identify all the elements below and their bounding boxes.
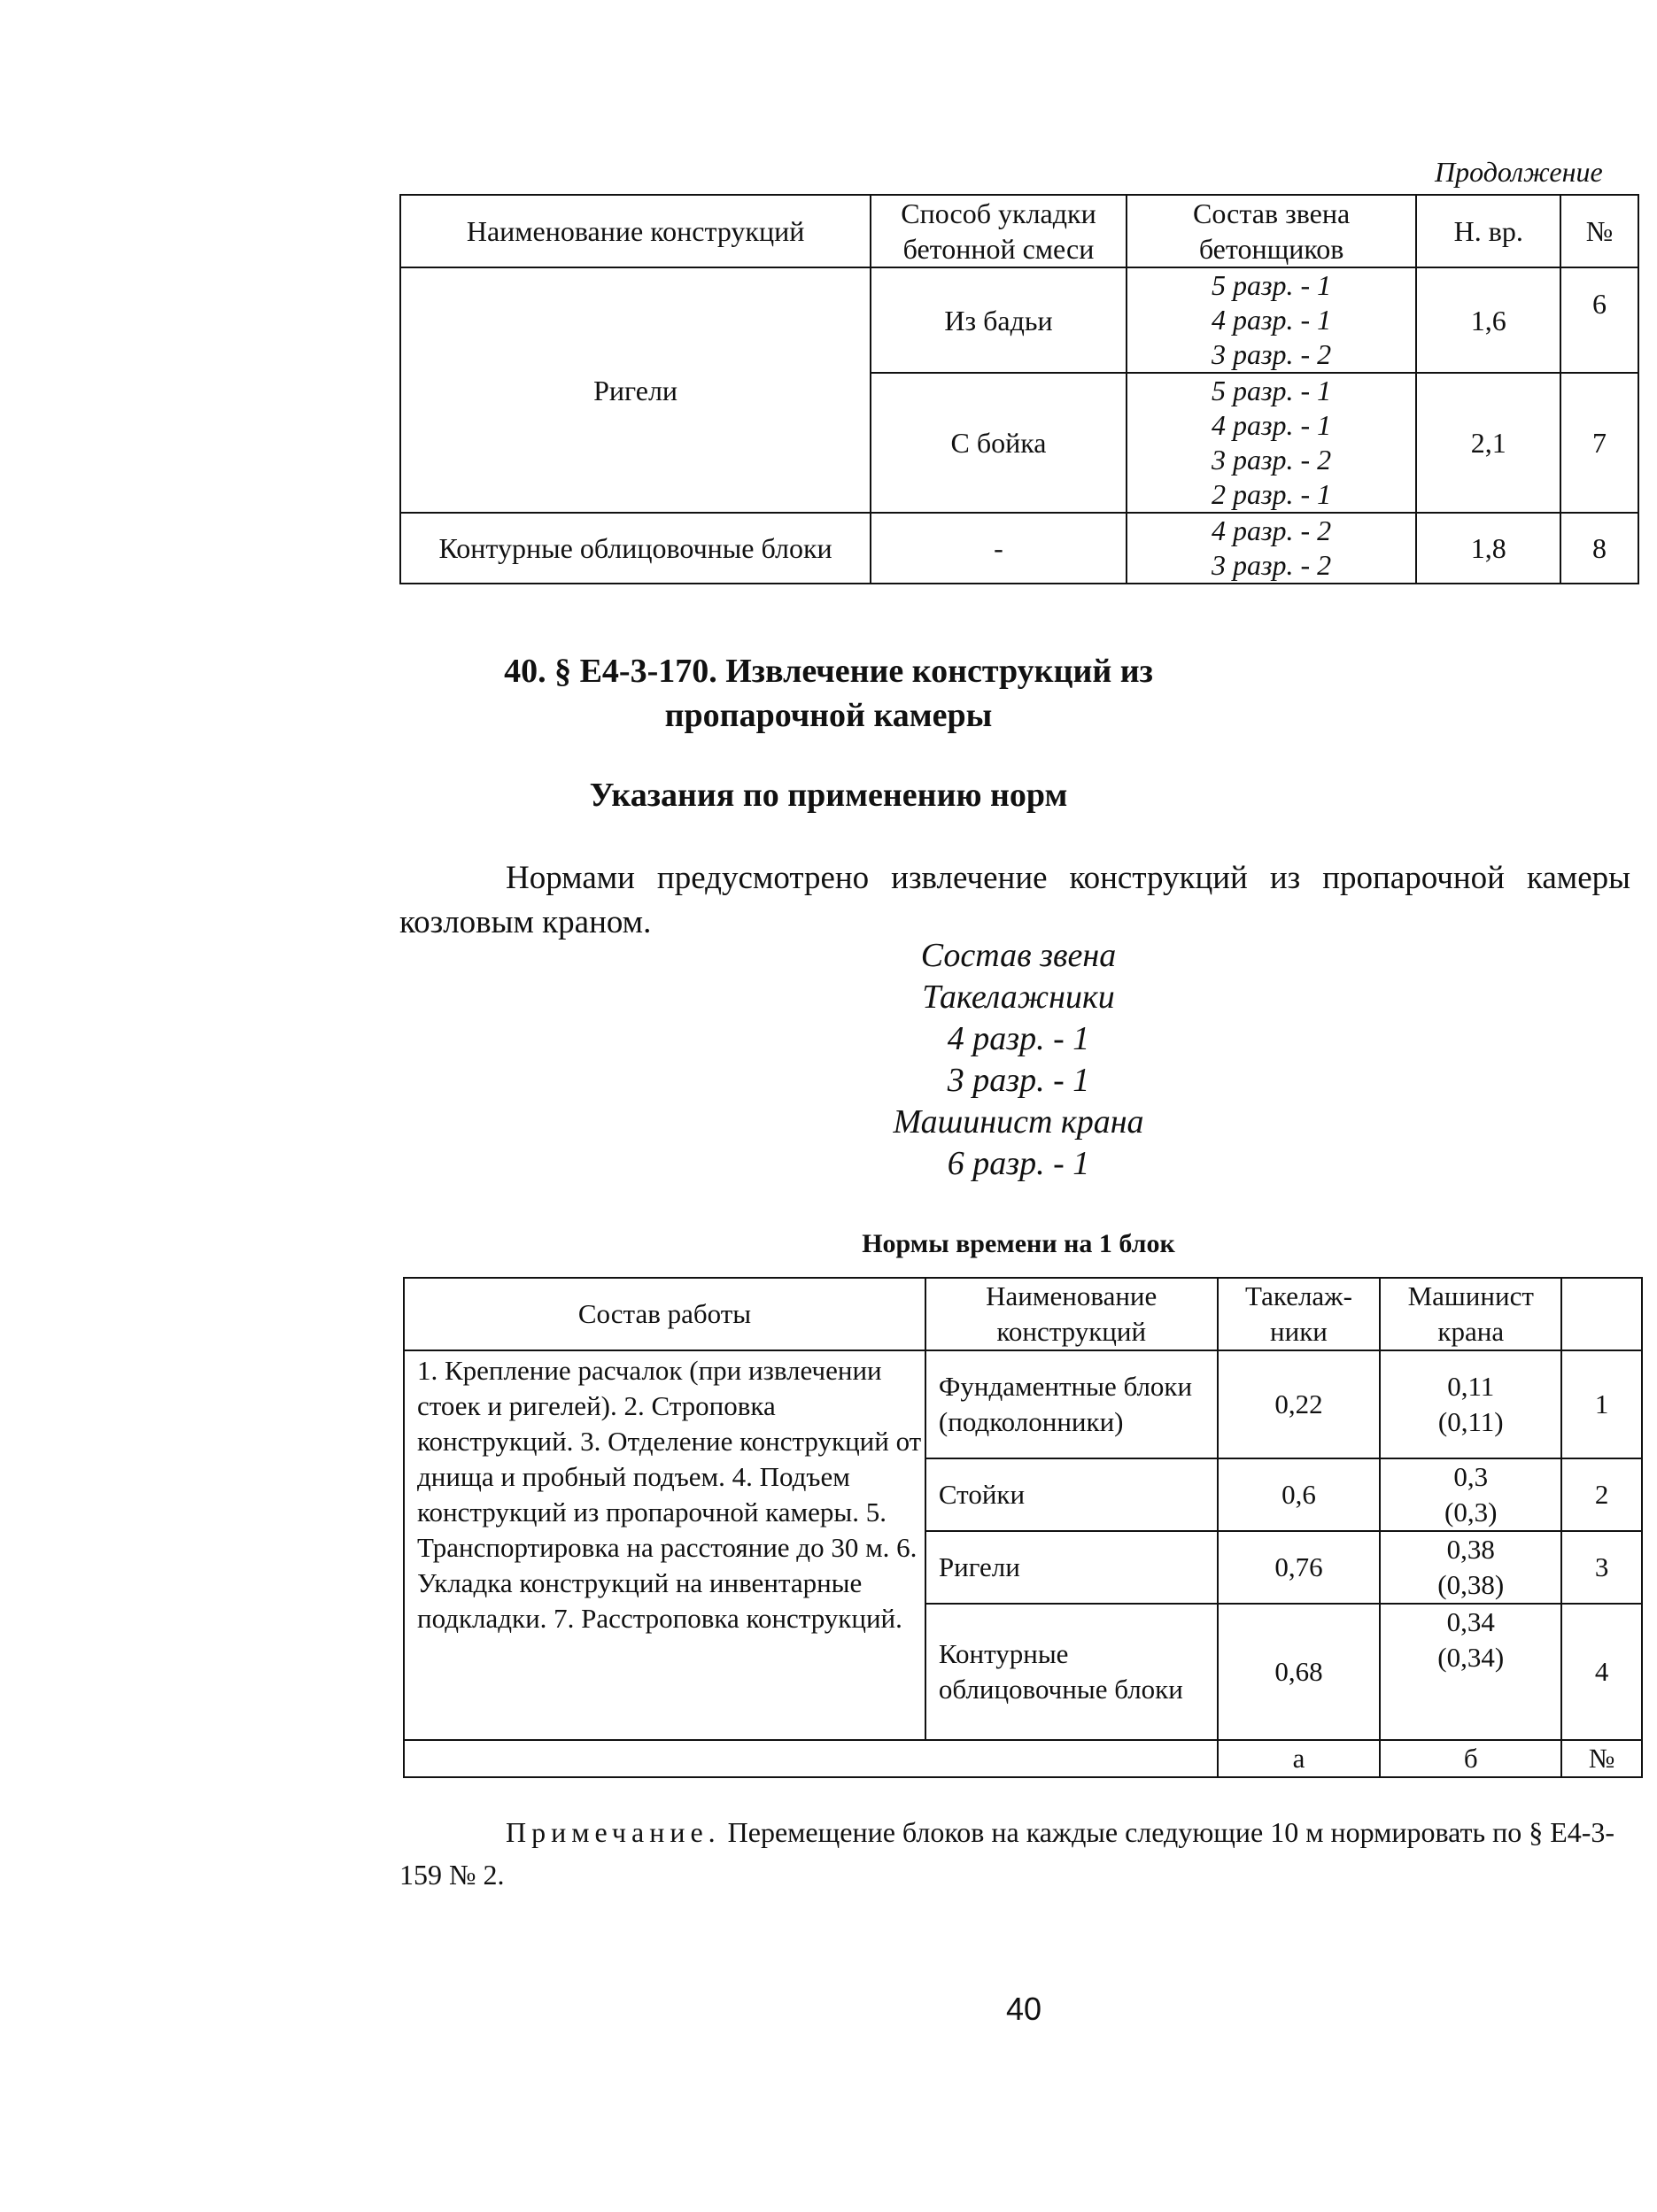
- page-number: 40: [1005, 1991, 1042, 2027]
- header-cell: Наименование конструкций: [400, 195, 871, 267]
- construction-name: Фундаментные блоки (подколонники): [925, 1350, 1218, 1458]
- rigger-norm: 0,68: [1218, 1604, 1381, 1740]
- construction-name: Контурные облицовочные блоки: [925, 1604, 1218, 1740]
- table-footer-row: [404, 1740, 1642, 1777]
- footer-cell: б: [1380, 1740, 1561, 1777]
- rigger-norm: 0,6: [1218, 1458, 1381, 1531]
- note-text: Перемещение блоков на каждые следующие 10 м нормировать по § Е4-3-159 № 2.: [399, 1816, 1615, 1891]
- footer-empty-cell: [404, 1740, 1218, 1777]
- table-row: [400, 513, 1638, 584]
- row-number: 7: [1560, 373, 1638, 513]
- crew-composition: 5 разр. - 1 4 разр. - 1 3 разр. - 2 2 разр. - 1: [1127, 373, 1417, 513]
- norm-value: 2,1: [1416, 373, 1560, 513]
- crew-line: Машинист крана: [893, 1103, 1144, 1141]
- crane-norm: 0,38 (0,38): [1380, 1531, 1561, 1604]
- row-number: 6: [1560, 267, 1638, 373]
- table-row: [400, 267, 1638, 373]
- crew-norms-table: [399, 194, 1639, 584]
- crew-line: 4 разр. - 1: [947, 1020, 1090, 1057]
- row-number: 1: [1561, 1350, 1642, 1458]
- crew-line: Такелажники: [922, 978, 1115, 1016]
- construction-name: Ригели: [400, 267, 871, 513]
- crew-line: 6 разр. - 1: [947, 1145, 1090, 1182]
- header-cell: Наименование конструкций: [925, 1278, 1218, 1350]
- note-label: Примечание.: [506, 1816, 721, 1848]
- crane-norm: 0,11 (0,11): [1380, 1350, 1561, 1458]
- rigger-norm: 0,76: [1218, 1531, 1381, 1604]
- row-number: 8: [1560, 513, 1638, 584]
- header-cell: Такелаж-ники: [1218, 1278, 1381, 1350]
- placement-method: С бойка: [871, 373, 1127, 513]
- section-title: 40. § Е4-3-170. Извлечение конструкций из пропарочной камеры: [504, 653, 1153, 734]
- construction-name: Контурные облицовочные блоки: [400, 513, 871, 584]
- table-caption: Нормы времени на 1 блок: [862, 1229, 1175, 1258]
- row-number: 2: [1561, 1458, 1642, 1531]
- rigger-norm: 0,22: [1218, 1350, 1381, 1458]
- work-composition: 1. Крепление расчалок (при извлечении стоек и ригелей). 2. Строповка конструкций. 3. Отделение конструкций от днища и пробный подъем. 4. Подъем конструкций из пропарочной камеры. 5. Транспортировка на расстояние до 30 м. 6. Укладка конструкций на инвентарные подкладки. 7. Расстроповка конструкций.: [404, 1350, 925, 1740]
- time-norms-table: [403, 1277, 1643, 1778]
- header-cell: №: [1560, 195, 1638, 267]
- placement-method: -: [871, 513, 1127, 584]
- crew-composition: 5 разр. - 1 4 разр. - 1 3 разр. - 2: [1127, 267, 1417, 373]
- crew-composition: 4 разр. - 2 3 разр. - 2: [1127, 513, 1417, 584]
- construction-name: Стойки: [925, 1458, 1218, 1531]
- table-header-row: [404, 1278, 1642, 1350]
- row-number: 4: [1561, 1604, 1642, 1740]
- guidance-title: Указания по применению норм: [589, 777, 1068, 814]
- note: [399, 1811, 1639, 1896]
- crane-norm: 0,34 (0,34): [1380, 1604, 1561, 1740]
- norm-value: 1,6: [1416, 267, 1560, 373]
- footer-cell: №: [1561, 1740, 1642, 1777]
- row-number: 3: [1561, 1531, 1642, 1604]
- norm-value: 1,8: [1416, 513, 1560, 584]
- header-cell: Состав работы: [404, 1278, 925, 1350]
- table-header-row: [400, 195, 1638, 267]
- header-cell: Состав звена бетонщиков: [1127, 195, 1417, 267]
- header-cell: [1561, 1278, 1642, 1350]
- crew-line: 3 разр. - 1: [947, 1062, 1090, 1099]
- table-row: [404, 1350, 1642, 1458]
- placement-method: Из бадьи: [871, 267, 1127, 373]
- crane-norm: 0,3 (0,3): [1380, 1458, 1561, 1531]
- header-cell: Н. вр.: [1416, 195, 1560, 267]
- header-cell: Способ укладки бетонной смеси: [871, 195, 1127, 267]
- continuation-label: Продолжение: [1435, 156, 1603, 188]
- crew-title: Состав звена: [920, 937, 1117, 974]
- guidance-text: Нормами предусмотрено извлечение конструкций из пропарочной камеры козловым краном.: [399, 860, 1630, 940]
- footer-cell: а: [1218, 1740, 1381, 1777]
- header-cell: Машинист крана: [1380, 1278, 1561, 1350]
- construction-name: Ригели: [925, 1531, 1218, 1604]
- crew-composition-block: [0, 935, 1657, 1185]
